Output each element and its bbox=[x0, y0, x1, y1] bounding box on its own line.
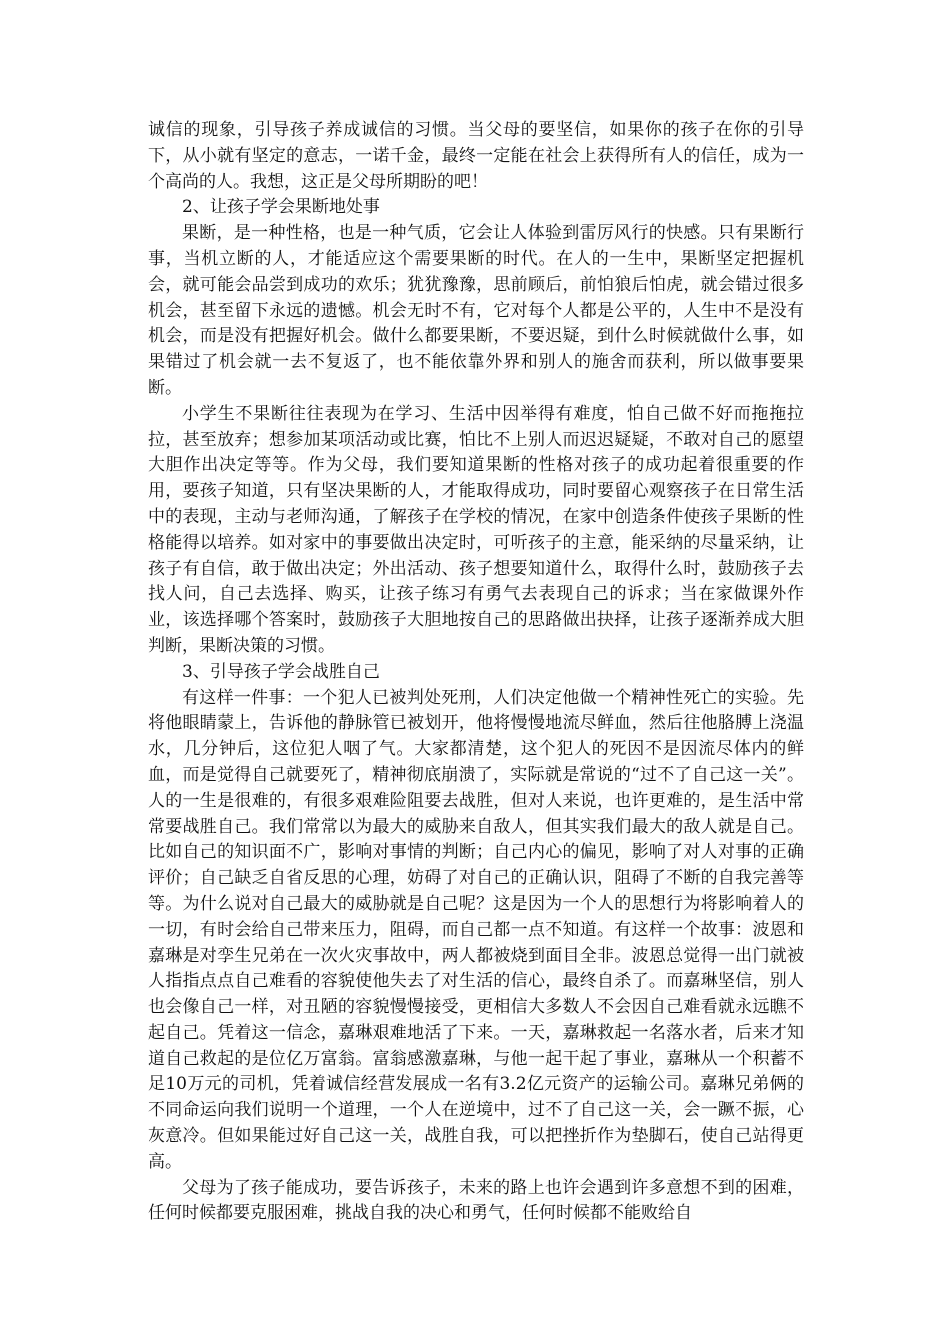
document-body bbox=[148, 118, 804, 1227]
section-heading-overcome-self: 3、引导孩子学会战胜自己 bbox=[182, 661, 380, 682]
paragraph-overcome-self-story: 有这样一件事：一个犯人已被判处死刑，人们决定他做一个精神性死亡的实验。先将他眼睛蒙上，告诉他的静脉管已被划开，他将慢慢地流尽鲜血，然后往他胳膊上浇温水，几分钟后，这位犯人咽了气。大家都清楚，这个犯人的死因不是因流尽体内的鲜血，而是觉得自己就要死了，精神彻底崩溃了，实际就是常说的“过不了自己这一关”。人的一生是很难的，有很多艰难险阻要去战胜，但对人来说，也许更难的，是生活中常常要战胜自己。我们常常以为最大的威胁来自敌人，但其实我们最大的敌人就是自己。比如自己的知识面不广，影响对事情的判断；自己内心的偏见，影响了对人对事的正确评价；自己缺乏自省反思的心理，妨碍了对自己的正确认识，阻碍了不断的自我完善等等。为什么说对自己最大的威胁就是自己呢？这是因为一个人的思想行为将影响着人的一切，有时会给自己带来压力，阻碍，而自己都一点不知道。有这样一个故事：波恩和嘉琳是对孪生兄弟在一次火灾事故中，两人都被烧到面目全非。波恩总觉得一出门就被人指指点点自己难看的容貌使他失去了对生活的信心，最终自杀了。而嘉琳坚信，别人也会像自己一样，对丑陋的容貌慢慢接受，更相信大多数人不会因自己难看就永远瞧不起自己。凭着这一信念，嘉琳艰难地活了下来。一天，嘉琳救起一名落水者，后来才知道自己救起的是位亿万富翁。富翁感激嘉琳，与他一起干起了事业，嘉琳从一个积蓄不足10万元的司机，凭着诚信经营发展成一名有3.2亿元资产的运输公司。嘉琳兄弟俩的不同命运向我们说明一个道理，一个人在逆境中，过不了自己这一关，会一蹶不振，心灰意冷。但如果能过好自己这一关，战胜自我，可以把挫折作为垫脚石，使自己站得更高。 bbox=[148, 687, 804, 1172]
paragraph-pupil-indecision: 小学生不果断往往表现为在学习、生活中因举得有难度，怕自己做不好而拖拖拉拉，甚至放弃；想参加某项活动或比赛，怕比不上别人而迟迟疑疑，不敢对自己的愿望大胆作出决定等等。作为父母，我们要知道果断的性格对孩子的成功起着很重要的作用，要孩子知道，只有坚决果断的人，才能取得成功，同时要留心观察孩子在日常生活中的表现，主动与老师沟通，了解孩子在学校的情况，在家中创造条件使孩子果断的性格能得以培养。如对家中的事要做出决定时，可听孩子的主意，能采纳的尽量采纳，让孩子有自信，敢于做出决定；外出活动、孩子想要知道什么，取得什么时，鼓励孩子去找人问，自己去选择、购买，让孩子练习有勇气去表现自己的诉求；当在家做课外作业，该选择哪个答案时，鼓励孩子大胆地按自己的思路做出抉择，让孩子逐渐养成大胆判断，果断决策的习惯。 bbox=[148, 403, 804, 656]
section-heading-decisive: 2、让孩子学会果断地处事 bbox=[182, 197, 380, 218]
paragraph-decisiveness: 果断，是一种性格，也是一种气质，它会让人体验到雷厉风行的快感。只有果断行事，当机立断的人，才能适应这个需要果断的时代。在人的一生中，果断坚定把握机会，就可能会品尝到成功的欢乐；犹犹豫豫，思前顾后，前怕狼后怕虎，就会错过很多机会，甚至留下永远的遗憾。机会无时不有，它对每个人都是公平的，人生中不是没有机会，而是没有把握好机会。做什么都要果断，不要迟疑，到什么时候就做什么事，如果错过了机会就一去不复返了，也不能依靠外界和别人的施舍而获利，所以做事要果断。 bbox=[148, 223, 804, 398]
paragraph-parents-advice: 父母为了孩子能成功，要告诉孩子，未来的路上也许会遇到许多意想不到的困难，任何时候都要克服困难，挑战自我的决心和勇气，任何时候都不能败给自 bbox=[148, 1177, 804, 1224]
paragraph-integrity-end: 诚信的现象，引导孩子养成诚信的习惯。当父母的要坚信，如果你的孩子在你的引导下，从小就有坚定的意志，一诺千金，最终一定能在社会上获得所有人的信任，成为一个高尚的人。我想，这正是父母所期盼的吧！ bbox=[148, 120, 804, 192]
